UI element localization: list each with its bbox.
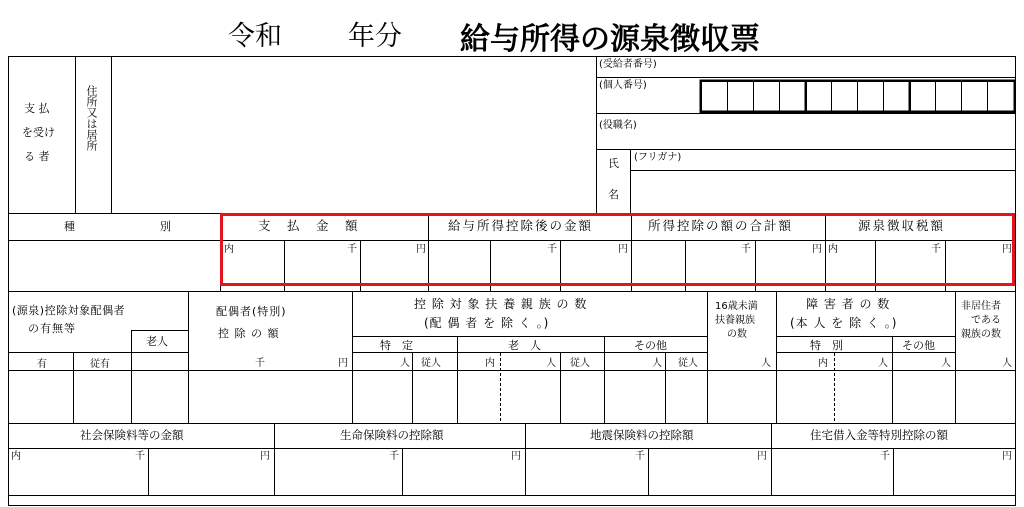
spouse-header-2: の有無等 bbox=[28, 322, 76, 335]
unit-sen: 千 bbox=[741, 244, 751, 255]
name-label-1: 氏 bbox=[608, 157, 619, 170]
position-label: (役職名) bbox=[599, 120, 637, 131]
specific-nin-unit: 人 bbox=[400, 358, 410, 369]
under16-label-2: 扶養親族 bbox=[715, 315, 755, 326]
furigana-label: (フリガナ) bbox=[634, 152, 682, 163]
social-en-unit: 円 bbox=[260, 451, 270, 462]
nonresident-label-3: 親族の数 bbox=[961, 329, 1001, 340]
header-total-deduction: 所得控除の額の合計額 bbox=[648, 218, 794, 233]
payee-label-line3: る 者 bbox=[24, 150, 50, 163]
under16-label-3: の数 bbox=[727, 329, 747, 340]
spouse-deduction-label-1: 配偶者(特別) bbox=[216, 305, 287, 318]
address-label: 住所又は居所 bbox=[85, 85, 98, 151]
elderly2-label: 老 人 bbox=[508, 339, 541, 352]
header-life-insurance: 生命保険料の控除額 bbox=[340, 428, 444, 442]
nonresident-label-2: である bbox=[971, 315, 1001, 326]
social-insurance-field[interactable] bbox=[10, 450, 273, 494]
special-label: 特 別 bbox=[810, 339, 843, 352]
payee-label-line1: 支 払 bbox=[24, 102, 50, 115]
spouse-deduction-label-2: 控 除 の 額 bbox=[218, 327, 280, 340]
housing-sen-unit: 千 bbox=[880, 451, 890, 462]
unit-sen: 千 bbox=[547, 244, 557, 255]
era-label: 令和 bbox=[228, 21, 282, 52]
under16-nin-unit: 人 bbox=[761, 358, 771, 369]
other-nin-unit: 人 bbox=[652, 358, 662, 369]
position-field[interactable] bbox=[650, 115, 1014, 148]
special-uchi-unit: 内 bbox=[818, 358, 828, 369]
social-sen-unit: 千 bbox=[135, 451, 145, 462]
personal-number-label: (個人番号) bbox=[599, 80, 647, 91]
unit-uchi: 内 bbox=[224, 244, 234, 255]
spouse-en-unit: 円 bbox=[338, 358, 348, 369]
specific-jyu-unit: 従人 bbox=[421, 358, 441, 369]
other2-label: その他 bbox=[902, 339, 935, 352]
housing-loan-field[interactable] bbox=[773, 450, 1014, 494]
header-withholding-tax: 源泉徴収税額 bbox=[858, 218, 946, 233]
header-payment-amount: 支 払 金 額 bbox=[258, 218, 360, 233]
housing-en-unit: 円 bbox=[1002, 451, 1012, 462]
disabled-header-2: (本 人 を 除 く 。) bbox=[790, 316, 898, 330]
nonresident-label-1: 非居住者 bbox=[961, 301, 1001, 312]
earthquake-en-unit: 円 bbox=[757, 451, 767, 462]
unit-en: 円 bbox=[812, 244, 822, 255]
personal-number-field[interactable] bbox=[701, 81, 1014, 111]
spouse-status-field[interactable] bbox=[10, 372, 188, 422]
recipient-number-field[interactable] bbox=[672, 58, 1014, 77]
header-after-deduction: 給与所得控除後の金額 bbox=[448, 218, 594, 233]
spouse-deduction-field[interactable] bbox=[190, 372, 351, 422]
special-nin-unit: 人 bbox=[878, 358, 888, 369]
unit-sen: 千 bbox=[931, 244, 941, 255]
unit-en: 円 bbox=[1002, 244, 1012, 255]
type-label-2: 別 bbox=[160, 220, 171, 233]
elderly-uchi-unit: 内 bbox=[485, 358, 495, 369]
yes-label: 有 bbox=[37, 359, 47, 370]
spouse-header-1: (源泉)控除対象配偶者 bbox=[12, 304, 126, 317]
social-uchi-unit: 内 bbox=[11, 451, 21, 462]
payee-label-line2: を受け bbox=[22, 126, 55, 139]
elderly-label: 老人 bbox=[146, 335, 168, 348]
name-label-2: 名 bbox=[608, 188, 619, 201]
nonresident-nin-unit: 人 bbox=[1002, 358, 1012, 369]
specific-label: 特 定 bbox=[380, 339, 413, 352]
unit-en: 円 bbox=[618, 244, 628, 255]
unit-uchi: 内 bbox=[828, 244, 838, 255]
life-insurance-field[interactable] bbox=[276, 450, 524, 494]
header-housing-loan: 住宅借入金等特別控除の額 bbox=[810, 428, 948, 442]
under16-label-1: 16歳未満 bbox=[715, 301, 758, 312]
header-social-insurance: 社会保険料等の金額 bbox=[80, 428, 184, 442]
dependents-header-2: (配 偶 者 を 除 く 。) bbox=[424, 316, 550, 330]
type-label-1: 種 bbox=[64, 220, 75, 233]
header-earthquake-insurance: 地震保険料の控除額 bbox=[590, 428, 694, 442]
life-sen-unit: 千 bbox=[389, 451, 399, 462]
other-jyu-unit: 従人 bbox=[678, 358, 698, 369]
highlight-box bbox=[220, 213, 1015, 286]
unit-en: 円 bbox=[416, 244, 426, 255]
earthquake-sen-unit: 千 bbox=[635, 451, 645, 462]
address-field[interactable] bbox=[113, 58, 595, 212]
page-title: 給与所得の源泉徴収票 bbox=[460, 22, 760, 57]
dependents-count-field[interactable] bbox=[354, 372, 706, 422]
unit-sen: 千 bbox=[347, 244, 357, 255]
spouse-sen-unit: 千 bbox=[255, 358, 265, 369]
recipient-number-label: (受給者番号) bbox=[599, 59, 657, 70]
disabled-header-1: 障 害 者 の 数 bbox=[806, 297, 891, 311]
jyu-yes-label: 従有 bbox=[90, 359, 110, 370]
disabled-count-field[interactable] bbox=[778, 372, 954, 422]
life-en-unit: 円 bbox=[511, 451, 521, 462]
earthquake-insurance-field[interactable] bbox=[527, 450, 770, 494]
elderly-jyu-unit: 従人 bbox=[570, 358, 590, 369]
elderly-nin-unit: 人 bbox=[546, 358, 556, 369]
other-label: その他 bbox=[634, 339, 667, 352]
year-label: 年分 bbox=[348, 21, 402, 52]
under16-count-field[interactable] bbox=[709, 372, 775, 422]
dependents-header-1: 控 除 対 象 扶 養 親 族 の 数 bbox=[414, 297, 588, 311]
type-field[interactable] bbox=[10, 242, 219, 290]
other2-nin-unit: 人 bbox=[941, 358, 951, 369]
nonresident-count-field[interactable] bbox=[957, 372, 1014, 422]
name-field[interactable] bbox=[632, 172, 1014, 212]
